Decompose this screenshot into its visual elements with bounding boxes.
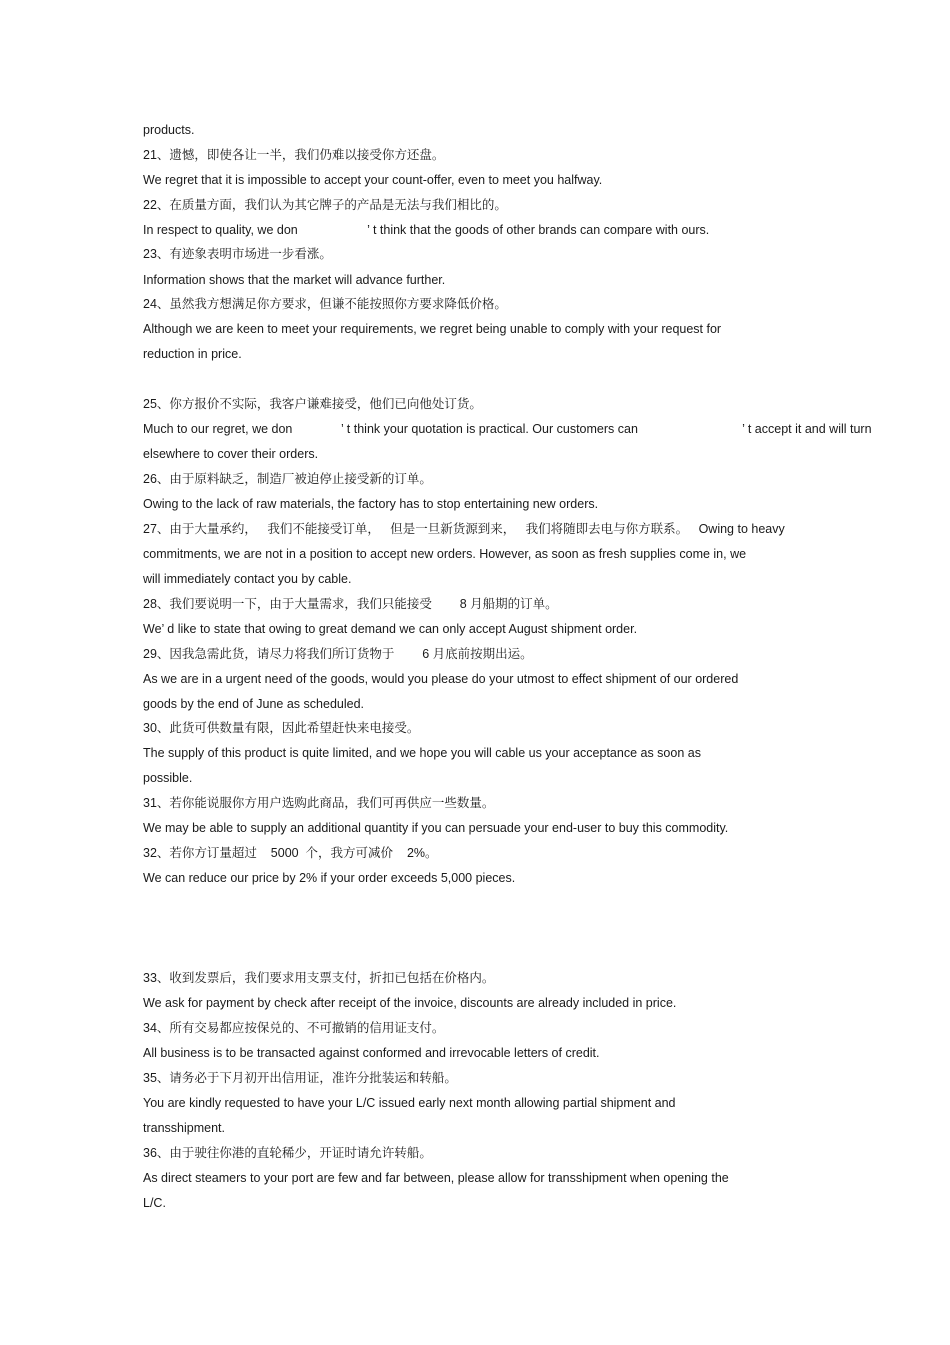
- text-line: In respect to quality, we don ’ t think that the goods of other brands can compare with ours.: [143, 223, 710, 237]
- text-line: 27、由于大量承约， 我们不能接受订单， 但是一旦新货源到来， 我们将随即去电与你方联系。 Owing to heavy: [143, 522, 785, 536]
- text-line: Owing to the lack of raw materials, the factory has to stop entertaining new orders.: [143, 497, 599, 511]
- text-line: 31、若你能说服你方用户选购此商品，我们可再供应一些数量。: [143, 796, 495, 810]
- text-line: possible.: [143, 771, 193, 785]
- text-line: 29、因我急需此货，请尽力将我们所订货物于 6 月底前按期出运。: [143, 647, 533, 661]
- text-line: goods by the end of June as scheduled.: [143, 697, 364, 711]
- text-line: 36、由于驶往你港的直轮稀少，开证时请允许转船。: [143, 1146, 432, 1160]
- text-line: As we are in a urgent need of the goods, would you please do your utmost to effect shipment of our ordered: [143, 672, 739, 686]
- text-line: All business is to be transacted against conformed and irrevocable letters of credit.: [143, 1046, 600, 1060]
- text-line: We’ d like to state that owing to great demand we can only accept August shipment order.: [143, 622, 638, 636]
- text-line: We ask for payment by check after receipt of the invoice, discounts are already included in price.: [143, 996, 677, 1010]
- text-line: products.: [143, 123, 195, 137]
- text-line: 21、遗憾，即使各让一半，我们仍难以接受你方还盘。: [143, 148, 445, 162]
- text-line: 23、有迹象表明市场进一步看涨。: [143, 247, 332, 261]
- text-line: 32、若你方订量超过 5000 个，我方可减价 2%。: [143, 846, 438, 860]
- text-line: 28、我们要说明一下，由于大量需求，我们只能接受 8 月船期的订单。: [143, 597, 558, 611]
- text-line: commitments, we are not in a position to accept new orders. However, as soon as fresh supplies come in, we: [143, 547, 747, 561]
- text-line: 30、此货可供数量有限，因此希望赶快来电接受。: [143, 721, 420, 735]
- text-line: elsewhere to cover their orders.: [143, 447, 319, 461]
- text-line: Information shows that the market will advance further.: [143, 273, 446, 287]
- text-line: You are kindly requested to have your L/C issued early next month allowing partial shipment and: [143, 1096, 676, 1110]
- text-line: 35、请务必于下月初开出信用证，准许分批装运和转船。: [143, 1071, 457, 1085]
- text-line: Although we are keen to meet your requirements, we regret being unable to comply with your request for: [143, 322, 722, 336]
- text-line: L/C.: [143, 1196, 166, 1210]
- text-line: As direct steamers to your port are few and far between, please allow for transshipment when opening the: [143, 1171, 729, 1185]
- text-line: 26、由于原料缺乏，制造厂被迫停止接受新的订单。: [143, 472, 432, 486]
- text-line: transshipment.: [143, 1121, 225, 1135]
- text-line: will immediately contact you by cable.: [143, 572, 352, 586]
- text-line: Much to our regret, we don ’ t think your quotation is practical. Our customers can ’ t accept it and will turn: [143, 422, 872, 436]
- text-line: 33、收到发票后，我们要求用支票支付，折扣已包括在价格内。: [143, 971, 495, 985]
- text-line: We regret that it is impossible to accept your count-offer, even to meet you halfway.: [143, 173, 603, 187]
- text-line: We may be able to supply an additional quantity if you can persuade your end-user to buy this commodity.: [143, 821, 729, 835]
- text-line: 25、你方报价不实际，我客户谦难接受，他们已向他处订货。: [143, 397, 482, 411]
- text-line: 24、虽然我方想满足你方要求，但谦不能按照你方要求降低价格。: [143, 297, 507, 311]
- text-line: 22、在质量方面，我们认为其它牌子的产品是无法与我们相比的。: [143, 198, 507, 212]
- text-line: We can reduce our price by 2% if your order exceeds 5,000 pieces.: [143, 871, 516, 885]
- text-line: 34、所有交易都应按保兑的、不可撤销的信用证支付。: [143, 1021, 445, 1035]
- text-line: The supply of this product is quite limited, and we hope you will cable us your acceptance as soon as: [143, 746, 701, 760]
- text-line: reduction in price.: [143, 347, 242, 361]
